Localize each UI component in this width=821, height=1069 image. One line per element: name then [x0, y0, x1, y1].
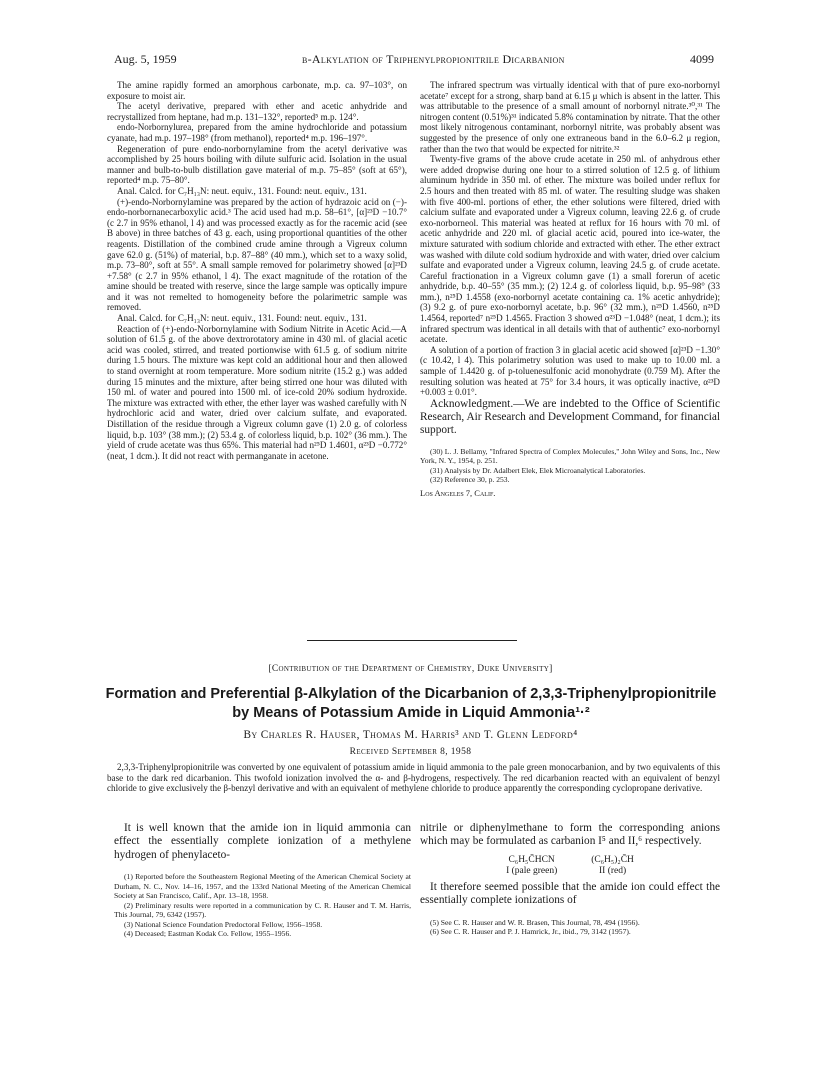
received-date: Received September 8, 1958 [349, 747, 472, 757]
intro-paragraph: It is well known that the amide ion in liquid ammonia can effect the essentially complete ionization of a methylene hydrogen of phenylaceto- [114, 822, 411, 861]
footnotes [420, 918, 720, 937]
footnote: (6) See C. R. Hauser and P. J. Hamrick, Jr., ibid., 79, 3142 (1957). [430, 927, 631, 937]
formula-text: (C₆H₅)₂C̄H [591, 854, 634, 865]
intro-paragraph-continued: nitrile or diphenylmethane to form the corresponding anions which may be formulated as carbanion I⁵ and II,⁶ respectively. [420, 822, 720, 848]
right-column-top [420, 80, 720, 499]
intro-paragraph-2: It therefore seemed possible that the amide ion could effect the essentially complete ionizations of [420, 880, 720, 907]
footnote: (2) Preliminary results were reported in a communication by C. R. Hauser and T. M. Harris, This Journal, 79, 6342 (1957). [114, 900, 411, 920]
reference: (31) Analysis by Dr. Adalbert Elek, Elek Microanalytical Laboratories. [430, 465, 646, 475]
right-column-bottom [420, 822, 720, 937]
references [420, 447, 720, 485]
authors: By Charles R. Hauser, Thomas M. Harris³ and T. Glenn Ledford⁴ [243, 729, 578, 741]
paragraph: Regeneration of pure endo-norbornylamine from the acetyl derivative was accomplished by 25 hours boiling with dilute sulfuric acid. Isolation in the usual manner and bulb-to-bulb distillation gave material of m.p. 75–85° (soft at 65°), reported⁴ m.p. 75–80°. [107, 143, 407, 186]
footnote: (4) Deceased; Eastman Kodak Co. Fellow, 1955–1956. [124, 929, 292, 939]
footnote: (1) Reported before the Southeastern Regional Meeting of the American Chemical Society at Durham, N. C., Nov. 14–16, 1957, and the 133rd National Meeting of the American Chemical Society at San Francisco, Calif., Apr. 13–18, 1958. [114, 872, 411, 901]
header-title: β-Alkylation of Triphenylpropionitrile Dicarbanion [302, 52, 565, 66]
formula-text: C₆H₅C̄HCN [508, 854, 555, 865]
affiliation-city: Los Angeles 7, Calif. [420, 488, 496, 499]
running-header [114, 52, 714, 67]
contribution-line: [Contribution of the Department of Chemistry, Duke University] [268, 664, 553, 674]
paragraph: The acetyl derivative, prepared with ether and acetic anhydride and recrystallized from heptane, had m.p. 131–132°, reported⁵ m.p. 124°. [107, 101, 407, 122]
paragraph: Reaction of (+)-endo-Norbornylamine with Sodium Nitrite in Acetic Acid.—A solution of 61.5 g. of the above dextrorotatory amine in 430 ml. of glacial acetic acid was cooled, stirred, and treated portionwise with 61.5 g. of sodium nitrite during 1.5 hours. The mixture was kept cold an additional hour and then allowed to stand overnight at room temperature. More sodium nitrite (15.2 g.) was added during 15 minutes and the mixture, after being stirred one hour was diluted with 150 ml. of water and poured into 1500 ml. of ice-cold 20% sodium hydroxide. The mixture was extracted with ether, the ether layer was washed carefully with N hydrochloric acid and water, dried over calcium sulfate, and evaporated. Distillation of the residue through a Vigreux column gave (1) 2.0 g. of colorless liquid, b.p. 103° (38 mm.); (2) 53.4 g. of colorless liquid, b.p. 102° (36 mm.). The yield of crude acetate was thus 65%. This material had n²⁵D 1.4601, α²³D −0.772° (neat, 1 dcm.). It did not react with permanganate in acetone. [107, 323, 407, 461]
footnote: (5) See C. R. Hauser and W. R. Brasen, This Journal, 78, 494 (1956). [430, 917, 640, 927]
paragraph: (+)-endo-Norbornylamine was prepared by the action of hydrazoic acid on (−)-endo-norbornanecarboxylic acid.³ The acid used had m.p. 58–61°, [α]²³D −10.7° (c 2.7 in 95% ethanol, l 4) and was processed exactly as for the racemic acid (see B above) in three batches of 43 g. each, using proportional quantities of the other reagents. Distillation of the combined crude amine through a Vigreux column gave 62.0 g. (51%) of material, b.p. 87–88° (40 mm.), which set to a waxy solid, m.p. 73–80°, soft at 55°. A small sample removed for polarimetry showed [α]²³D +7.58° (c 2.7 in 95% ethanol, l 4). The exact magnitude of the rotation of the amine should be treated with reserve, since the large sample was optically impure and it was not remelted to homogeneity before the polarimetric sample was removed. [107, 196, 407, 313]
paragraph: endo-Norbornylurea, prepared from the amine hydrochloride and potassium cyanate, had m.p. 197–198° (from methanol), reported⁴ m.p. 196–197°. [107, 122, 407, 143]
acknowledgment: Acknowledgment.—We are indebted to the Office of Scientific Research, Air Research and Development Command, for financial support. [420, 397, 720, 436]
formula-label: I (pale green) [506, 865, 558, 876]
formula-I [506, 855, 557, 877]
left-column-top [107, 80, 407, 461]
paragraph: A solution of a portion of fraction 3 in glacial acetic acid showed [α]²³D −1.30° (c 10.42, l 4). This polarimetry solution was used to make up to 10.00 ml. a sample of 1.4420 g. of p-toluenesulfonic acid monohydrate (0.759 M). After the resulting solution was heated at 75° for 3.4 hours, it was optically inactive, α²³D +0.003 ± 0.01°. [420, 344, 720, 398]
formula-II [591, 855, 634, 877]
reference: (32) Reference 30, p. 253. [430, 475, 510, 485]
paragraph: Anal. Calcd. for C₇H₁₃N: neut. equiv., 131. Found: neut. equiv., 131. [117, 313, 367, 324]
carbanion-formulas [420, 855, 720, 877]
paragraph: Anal. Calcd. for C₇H₁₃N: neut. equiv., 131. Found: neut. equiv., 131. [117, 185, 367, 196]
formula-label: II (red) [599, 865, 627, 876]
page-number: 4099 [690, 52, 714, 66]
left-column-bottom [114, 822, 411, 939]
paragraph: The amine rapidly formed an amorphous carbonate, m.p. ca. 97–103°, on exposure to moist air. [107, 80, 407, 101]
abstract: 2,3,3-Triphenylpropionitrile was converted by one equivalent of potassium amide in liquid ammonia to the pale green monocarbanion, and by two equivalents of this base to the dark red dicarbanion. This twofold ionization involved the α- and β-hydrogens, respectively. The red dicarbanion reacted with an equivalent of benzyl chloride to give exclusively the β-benzyl derivative and with an equivalent of methylene chloride to produce apparently the corresponding cyclopropane derivative. [107, 762, 720, 794]
section-divider [307, 640, 517, 641]
footnotes [114, 872, 411, 939]
footnote: (3) National Science Foundation Predoctoral Fellow, 1956–1958. [124, 919, 323, 929]
article-title: Formation and Preferential β-Alkylation of the Dicarbanion of 2,3,3-Triphenylpropionitrile by Means of Potassium Amide in Liquid Ammonia¹·² [105, 686, 717, 721]
paragraph: The infrared spectrum was virtually identical with that of pure exo-norbornyl acetate⁷ except for a strong, sharp band at 6.15 μ which is absent in the latter. This was attributable to the presence of a small amount of norbornyl nitrate.³⁰,³¹ The nitrogen content (0.51%)³¹ indicated 5.8% contamination by nitrate. That the other most likely nitrogenous contaminant, norbornyl nitrite, was probably absent was suggested by the presence of only one extraneous band in the 6.0–6.2 μ region, rather than the two that would be expected for nitrite.³² [420, 80, 720, 154]
paragraph: Twenty-five grams of the above crude acetate in 250 ml. of anhydrous ether were added dropwise during one hour to a stirred solution of 12.5 g. of lithium aluminum hydride in 350 ml. of ether. The mixture was boiled under reflux for 2.5 hours and then treated with 85 ml. of water. The resulting sludge was shaken with five 400-ml. portions of ether, the ether solutions were filtered, dried with calcium sulfate and evaporated under a Vigreux column, leaving 22.6 g. of crude exo-norborneol. This material was heated at reflux for 16 hours with 70 ml. of acetic anhydride and 220 ml. of glacial acetic acid, poured into ice-water, the mixture saturated with sodium chloride and extracted with ether. The ether extract was washed with dilute cold sodium hydroxide and with water, dried over calcium sulfate and evaporated under a Vigreux column, leaving 24.5 g. of crude acetate. Careful fractionation in a Vigreux column gave (1) a small forerun of acetic anhydride, b.p. 40–55° (35 mm.); (2) 12.4 g. of colorless liquid, b.p. 95–98° (33 mm.), n²⁵D 1.4558 (exo-norbornyl acetate containing ca. 1% acetic anhydride); (3) 9.2 g. of pure exo-norbornyl acetate, b.p. 96° (32 mm.), n²⁵D 1.4560, n²⁵D 1.4564, reported⁷ n²⁵D 1.4565. Fraction 3 showed α²³D −1.048° (neat, 1 dcm.); its infrared spectrum was identical in all details with that of authentic⁷ exo-norbornyl acetate. [420, 154, 720, 345]
reference: (30) L. J. Bellamy, "Infrared Spectra of Complex Molecules," John Wiley and Sons, Inc., New York, N. Y., 1954, p. 251. [420, 446, 720, 466]
header-date: Aug. 5, 1959 [114, 52, 177, 66]
